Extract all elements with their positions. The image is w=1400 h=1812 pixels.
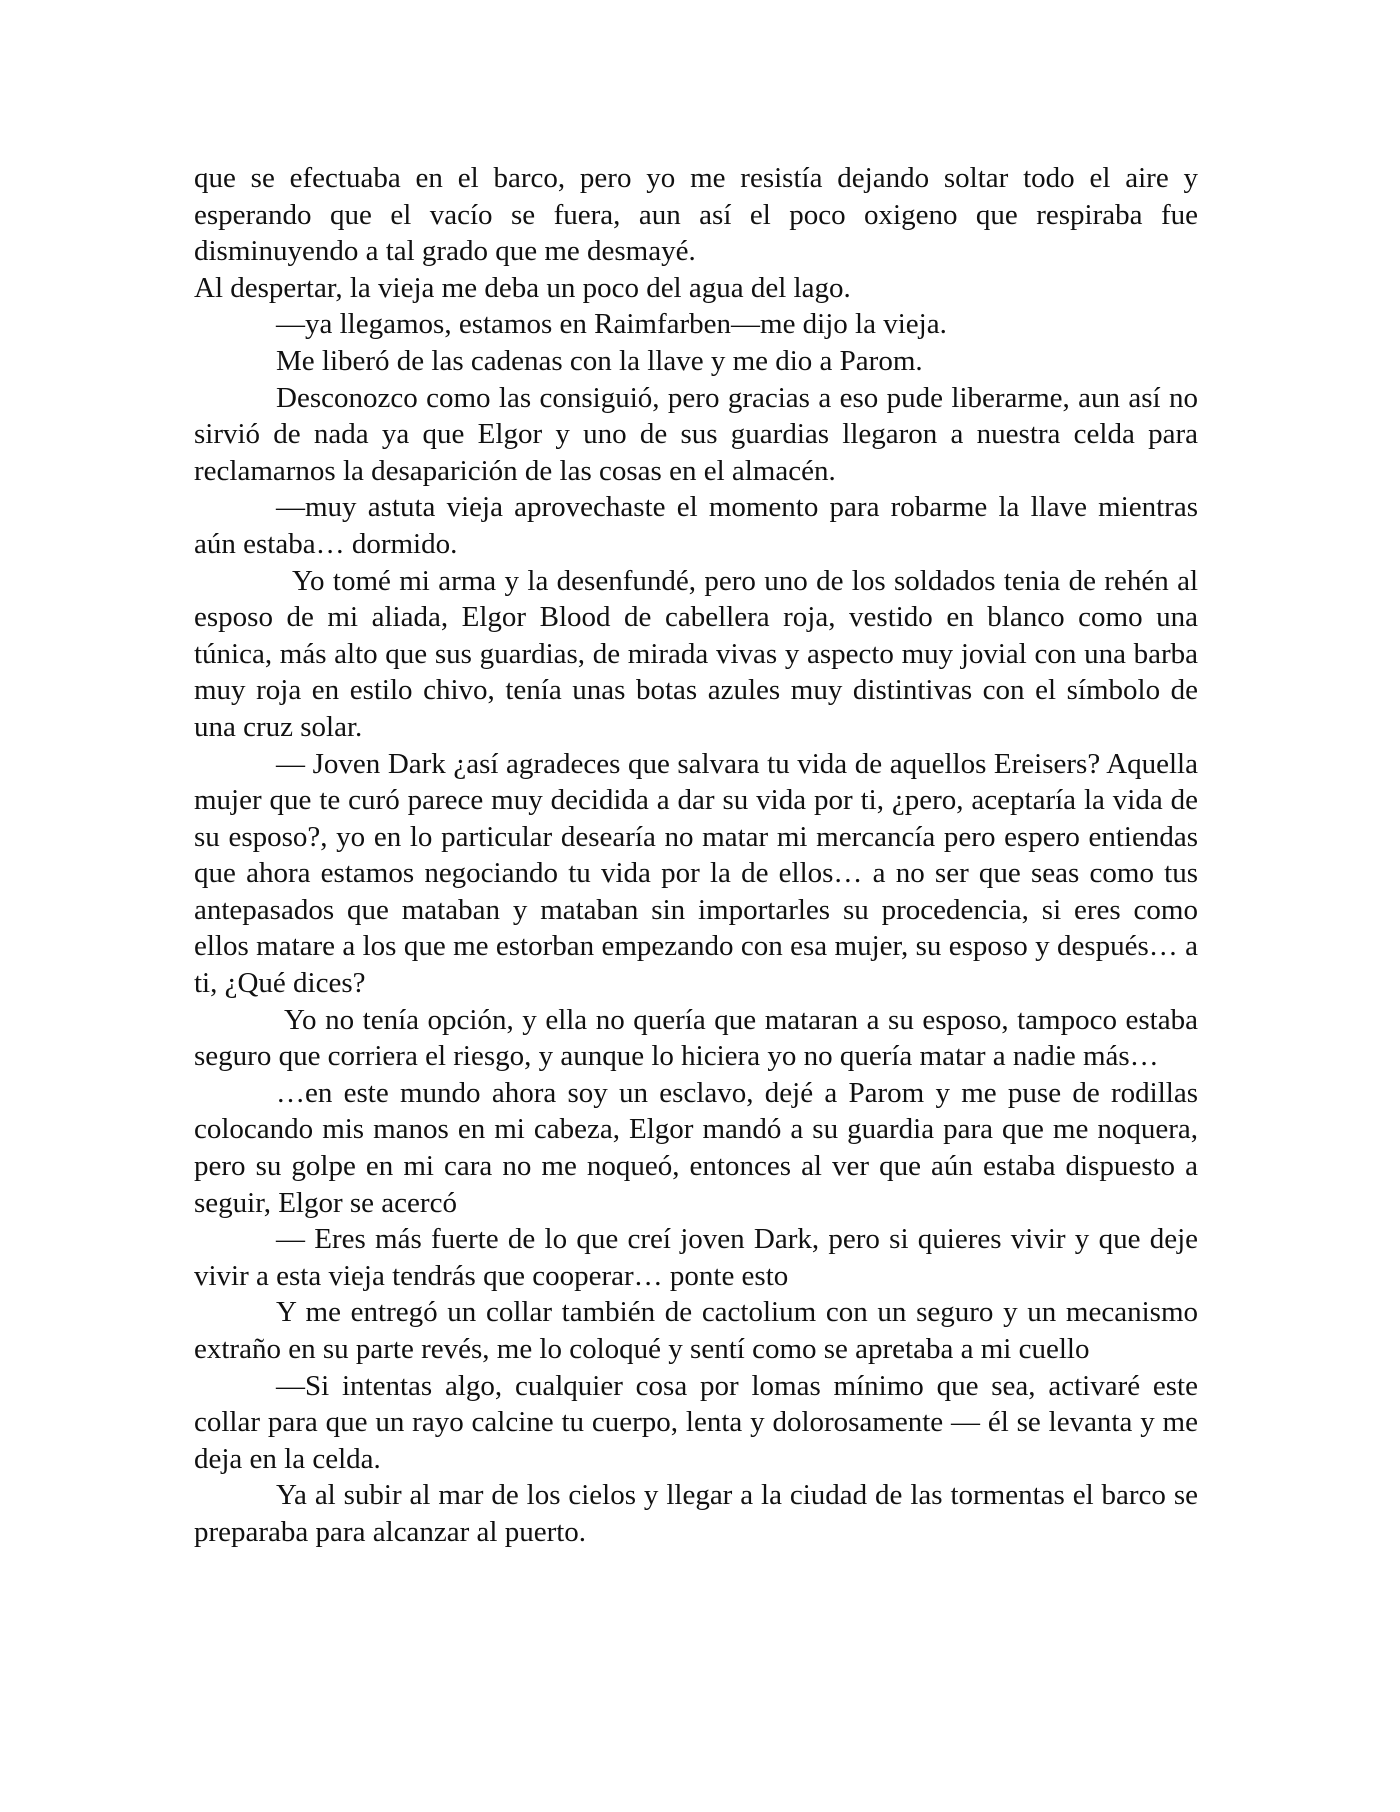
paragraph-6: —muy astuta vieja aprovechaste el momento para robarme la llave mientras aún estaba… dormido. <box>194 491 1198 560</box>
paragraph-4: Me liberó de las cadenas con la llave y me dio a Parom. <box>276 344 923 377</box>
paragraph-2: Al despertar, la vieja me deba un poco del agua del lago. <box>194 271 851 304</box>
paragraph-1: que se efectuaba en el barco, pero yo me resistía dejando soltar todo el aire y esperando que el vacío se fuera, aun así el poco oxigeno que respiraba fue disminuyendo a tal grado que me desmayé. <box>194 162 1198 268</box>
document-page <box>194 160 1198 1551</box>
paragraph-5: Desconozco como las consiguió, pero gracias a eso pude liberarme, aun así no sirvió de nada ya que Elgor y uno de sus guardias llegaron a nuestra celda para reclamarnos la desaparición de las cosas en el almacén. <box>194 381 1198 487</box>
paragraph-14: Ya al subir al mar de los cielos y llegar a la ciudad de las tormentas el barco se preparaba para alcanzar al puerto. <box>194 1479 1198 1548</box>
paragraph-9: Yo no tenía opción, y ella no quería que mataran a su esposo, tampoco estaba seguro que corriera el riesgo, y aunque lo hiciera yo no quería matar a nadie más… <box>194 1003 1198 1073</box>
paragraph-10: …en este mundo ahora soy un esclavo, dejé a Parom y me puse de rodillas colocando mis manos en mi cabeza, Elgor mandó a su guardia para que me noquera, pero su golpe en mi cara no me noqueó, entonces al ver que aún estaba dispuesto a seguir, Elgor se acercó <box>194 1076 1198 1219</box>
paragraph-7: Yo tomé mi arma y la desenfundé, pero uno de los soldados tenia de rehén al esposo de mi aliada, Elgor Blood de cabellera roja, vestido en blanco como una túnica, más alto que sus guardias, de mirada vivas y aspecto muy jovial con una barba muy roja en estilo chivo, tenía unas botas azules muy distintivas con el símbolo de una cruz solar. <box>194 564 1198 743</box>
paragraph-13: —Si intentas algo, cualquier cosa por lomas mínimo que sea, activaré este collar para que un rayo calcine tu cuerpo, lenta y dolorosamente — él se levanta y me deja en la celda. <box>194 1369 1198 1475</box>
paragraph-12: Y me entregó un collar también de cactolium con un seguro y un mecanismo extraño en su parte revés, me lo coloqué y sentí como se apretaba a mi cuello <box>194 1296 1198 1365</box>
paragraph-8: — Joven Dark ¿así agradeces que salvara tu vida de aquellos Ereisers? Aquella mujer que te curó parece muy decidida a dar su vida por ti, ¿pero, aceptaría la vida de su esposo?, yo en lo particular desearía no matar mi mercancía pero espero entiendas que ahora estamos negociando tu vida por la de ellos… a no ser que seas como tus antepasados que mataban y mataban sin importarles su procedencia, si eres como ellos matare a los que me estorban empezando con esa mujer, su esposo y después… a ti, ¿Qué dices? <box>194 747 1198 1000</box>
paragraph-3: —ya llegamos, estamos en Raimfarben—me dijo la vieja. <box>276 308 947 341</box>
paragraph-11: — Eres más fuerte de lo que creí joven Dark, pero si quieres vivir y que deje vivir a esta vieja tendrás que cooperar… ponte esto <box>194 1223 1198 1292</box>
